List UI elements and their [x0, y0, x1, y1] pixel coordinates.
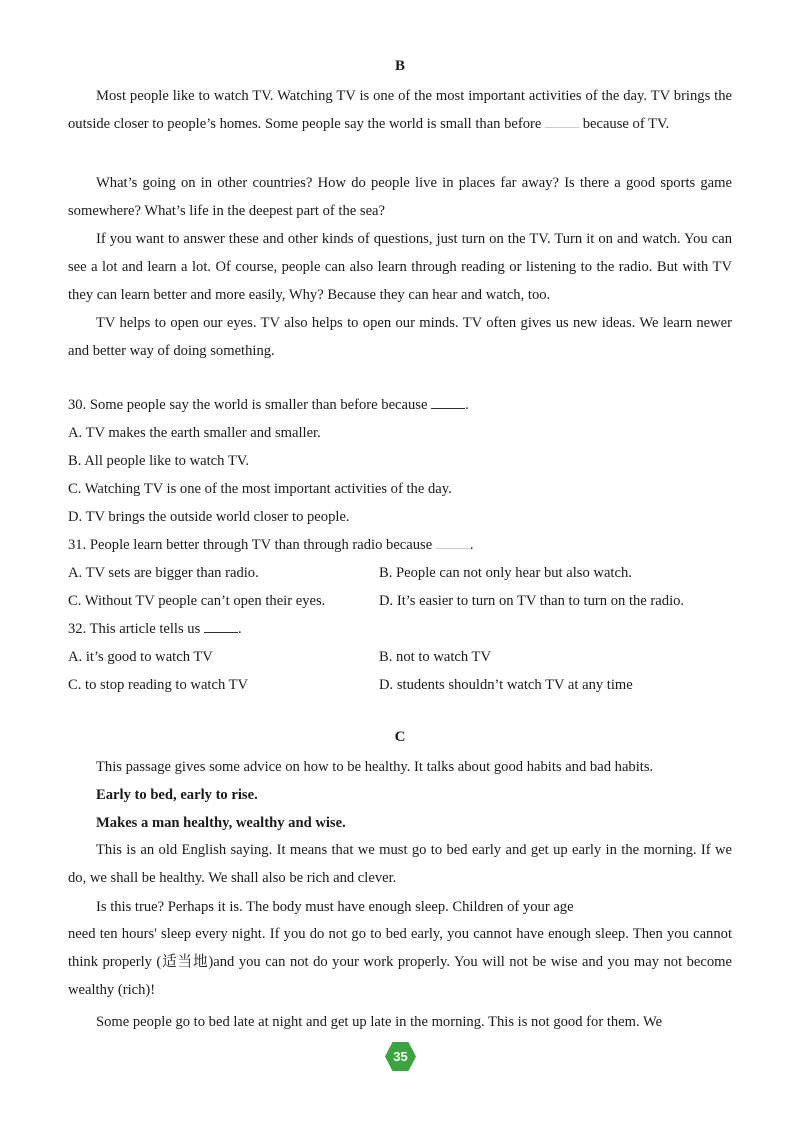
- answer-blank: [204, 620, 238, 633]
- section-c-paragraph-2: need ten hours' sleep every night. If you do not go to bed early, you cannot have enough sleep. Then you cannot think properly (适当地)and you can not do your work properly. You will not be wise and you may not become wealthy (rich)!: [68, 926, 732, 998]
- section-b-paragraph-2: What’s going on in other countries? How do people live in places far away? Is there a good sports game somewhere? What’s life in the deepest part of the sea?: [68, 175, 732, 219]
- question-32-option-a: A. it’s good to watch TV: [68, 649, 213, 665]
- answer-blank: [545, 115, 579, 128]
- section-b-paragraph-3: If you want to answer these and other kinds of questions, just turn on the TV. Turn it on and watch. You can see a lot and learn a lot. Of course, people can also learn through reading or listening to the radio. But with TV they can learn better and more easily, Why? Because they can hear and watch, too.: [68, 231, 732, 303]
- page-number: 35: [393, 1049, 408, 1064]
- section-c-paragraph-3: Some people go to bed late at night and get up late in the morning. This is not good for them. We: [96, 1014, 663, 1030]
- answer-blank: [436, 536, 470, 549]
- question-30: 30. Some people say the world is smaller than before because .: [68, 397, 469, 413]
- section-b-paragraph-1-end: because of TV.: [582, 116, 670, 132]
- section-b-paragraph-1: [68, 82, 732, 138]
- question-30-stem: 30. Some people say the world is smaller than before because: [68, 397, 428, 413]
- section-c-saying-line-2: Makes a man healthy, wealthy and wise.: [96, 815, 346, 831]
- page-number-badge: [384, 1041, 417, 1072]
- question-32: 32. This article tells us .: [68, 621, 242, 637]
- question-30-option-c: C. Watching TV is one of the most important activities of the day.: [68, 481, 452, 497]
- section-c-heading: C: [394, 729, 406, 745]
- question-30-option-d: D. TV brings the outside world closer to people.: [68, 509, 350, 525]
- question-30-option-b: B. All people like to watch TV.: [68, 453, 250, 469]
- question-31: 31. People learn better through TV than through radio because .: [68, 537, 474, 553]
- question-32-option-d: D. students shouldn’t watch TV at any time: [379, 677, 633, 693]
- question-32-stem: 32. This article tells us: [68, 621, 201, 637]
- question-32-option-c: C. to stop reading to watch TV: [68, 677, 249, 693]
- section-b-paragraph-1-text: Most people like to watch TV. Watching TV is one of the most important activities of the day. TV brings the outside closer to people’s homes. Some people say the world is small than before: [68, 88, 732, 132]
- section-c-intro: This passage gives some advice on how to be healthy. It talks about good habits and bad habits.: [96, 759, 654, 775]
- section-b-heading: B: [394, 58, 405, 74]
- answer-blank: [431, 396, 465, 409]
- question-31-option-b: B. People can not only hear but also watch.: [379, 565, 632, 581]
- question-32-option-b: B. not to watch TV: [379, 649, 492, 665]
- question-31-option-a: A. TV sets are bigger than radio.: [68, 565, 259, 581]
- section-c-paragraph-2-first-line: Is this true? Perhaps it is. The body must have enough sleep. Children of your age: [96, 899, 574, 915]
- section-b-paragraph-4: TV helps to open our eyes. TV also helps to open our minds. TV often gives us new ideas. We learn newer and better way of doing something.: [68, 315, 732, 359]
- question-31-option-c: C. Without TV people can’t open their eyes.: [68, 593, 326, 609]
- question-30-option-a: A. TV makes the earth smaller and smaller.: [68, 425, 321, 441]
- question-31-stem: 31. People learn better through TV than through radio because: [68, 537, 433, 553]
- section-c-saying-line-1: Early to bed, early to rise.: [96, 787, 258, 803]
- section-c-paragraph-1: This is an old English saying. It means that we must go to bed early and get up early in the morning. If we do, we shall be healthy. We shall also be rich and clever.: [68, 842, 732, 886]
- question-31-option-d: D. It’s easier to turn on TV than to turn on the radio.: [379, 593, 685, 609]
